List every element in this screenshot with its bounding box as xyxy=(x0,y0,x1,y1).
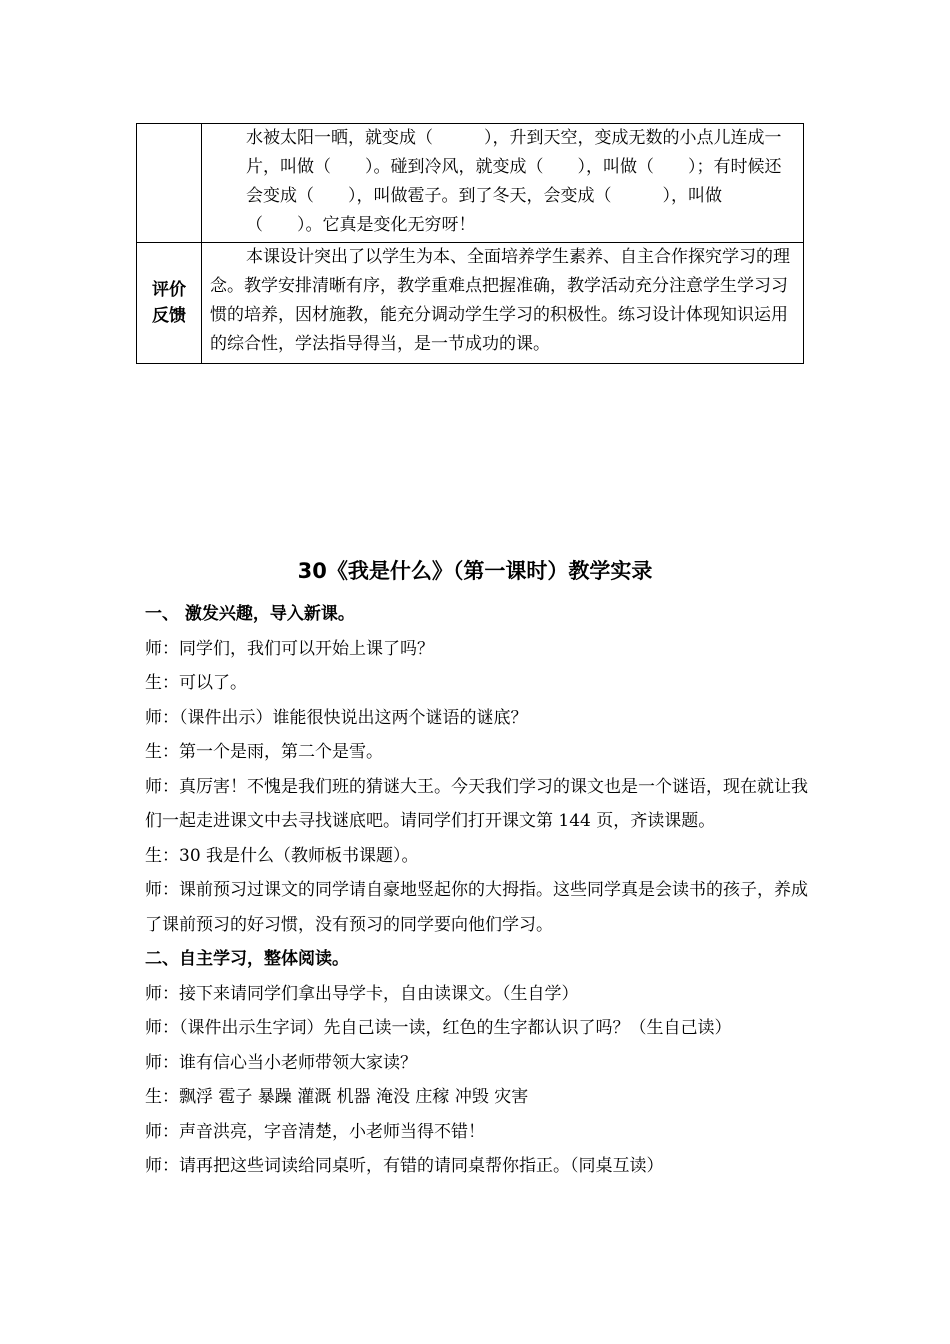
dialogue-line: 生：30 我是什么（教师板书课题）。 xyxy=(145,845,419,866)
table-row xyxy=(137,243,804,364)
dialogue-line: 生：飘浮 雹子 暴躁 灌溉 机器 淹没 庄稼 冲毁 灾害 xyxy=(145,1087,529,1107)
dialogue-line: 师：谁有信心当小老师带领大家读？ xyxy=(145,1052,417,1073)
dialogue-line: 师：真厉害！不愧是我们班的猜谜大王。今天我们学习的课文也是一个谜语，现在就让我们一起走进课文中去寻找谜底吧。请同学们打开课文第 144 页，齐读课题。 xyxy=(145,776,808,831)
lesson-table xyxy=(136,123,804,364)
table-row xyxy=(137,124,804,243)
dialogue-line: 师：同学们，我们可以开始上课了吗？ xyxy=(145,638,434,659)
exercise-text-cell: 水被太阳一晒，就变成（ ），升到天空，变成无数的小点儿连成一片，叫做（ ）。碰到冷风，就变成（ ），叫做（ ）；有时候还会变成（ ），叫做雹子。到了冬天，会变成（ ），叫做（ ）。它真是变化无穷呀！ xyxy=(202,124,804,243)
empty-label-cell xyxy=(137,124,202,243)
dialogue-line: 生：可以了。 xyxy=(145,673,247,693)
dialogue-line: 生：第一个是雨，第二个是雪。 xyxy=(145,742,383,762)
section-heading: 二、自主学习，整体阅读。 xyxy=(145,949,349,969)
evaluation-label: 评价反馈 xyxy=(152,280,186,326)
transcript-body xyxy=(145,597,810,1184)
dialogue-line: 师：请再把这些词读给同桌听，有错的请同桌帮你指正。（同桌互读） xyxy=(145,1156,664,1176)
dialogue-line: 师：声音洪亮，字音清楚，小老师当得不错！ xyxy=(145,1121,485,1142)
dialogue-line: 师：课前预习过课文的同学请自豪地竖起你的大拇指。这些同学真是会读书的孩子，养成了课前预习的好习惯，没有预习的同学要向他们学习。 xyxy=(145,880,808,935)
dialogue-line: 师：（课件出示生字词）先自己读一读，红色的生字都认识了吗？（生自己读） xyxy=(145,1018,732,1038)
dialogue-line: 师：接下来请同学们拿出导学卡，自由读课文。（生自学） xyxy=(145,983,579,1004)
section-heading: 一、 激发兴趣，导入新课。 xyxy=(145,604,355,624)
evaluation-label-cell xyxy=(137,243,202,364)
dialogue-line: 师：（课件出示）谁能很快说出这两个谜语的谜底？ xyxy=(145,707,528,728)
evaluation-text-cell: 本课设计突出了以学生为本、全面培养学生素养、自主合作探究学习的理念。教学安排清晰有序，教学重难点把握准确，教学活动充分注意学生学习习惯的培养，因材施教，能充分调动学生学习的积极性。练习设计体现知识运用的综合性，学法指导得当，是一节成功的课。 xyxy=(202,243,804,364)
page-title: 30《我是什么》（第一课时）教学实录 xyxy=(297,559,653,583)
